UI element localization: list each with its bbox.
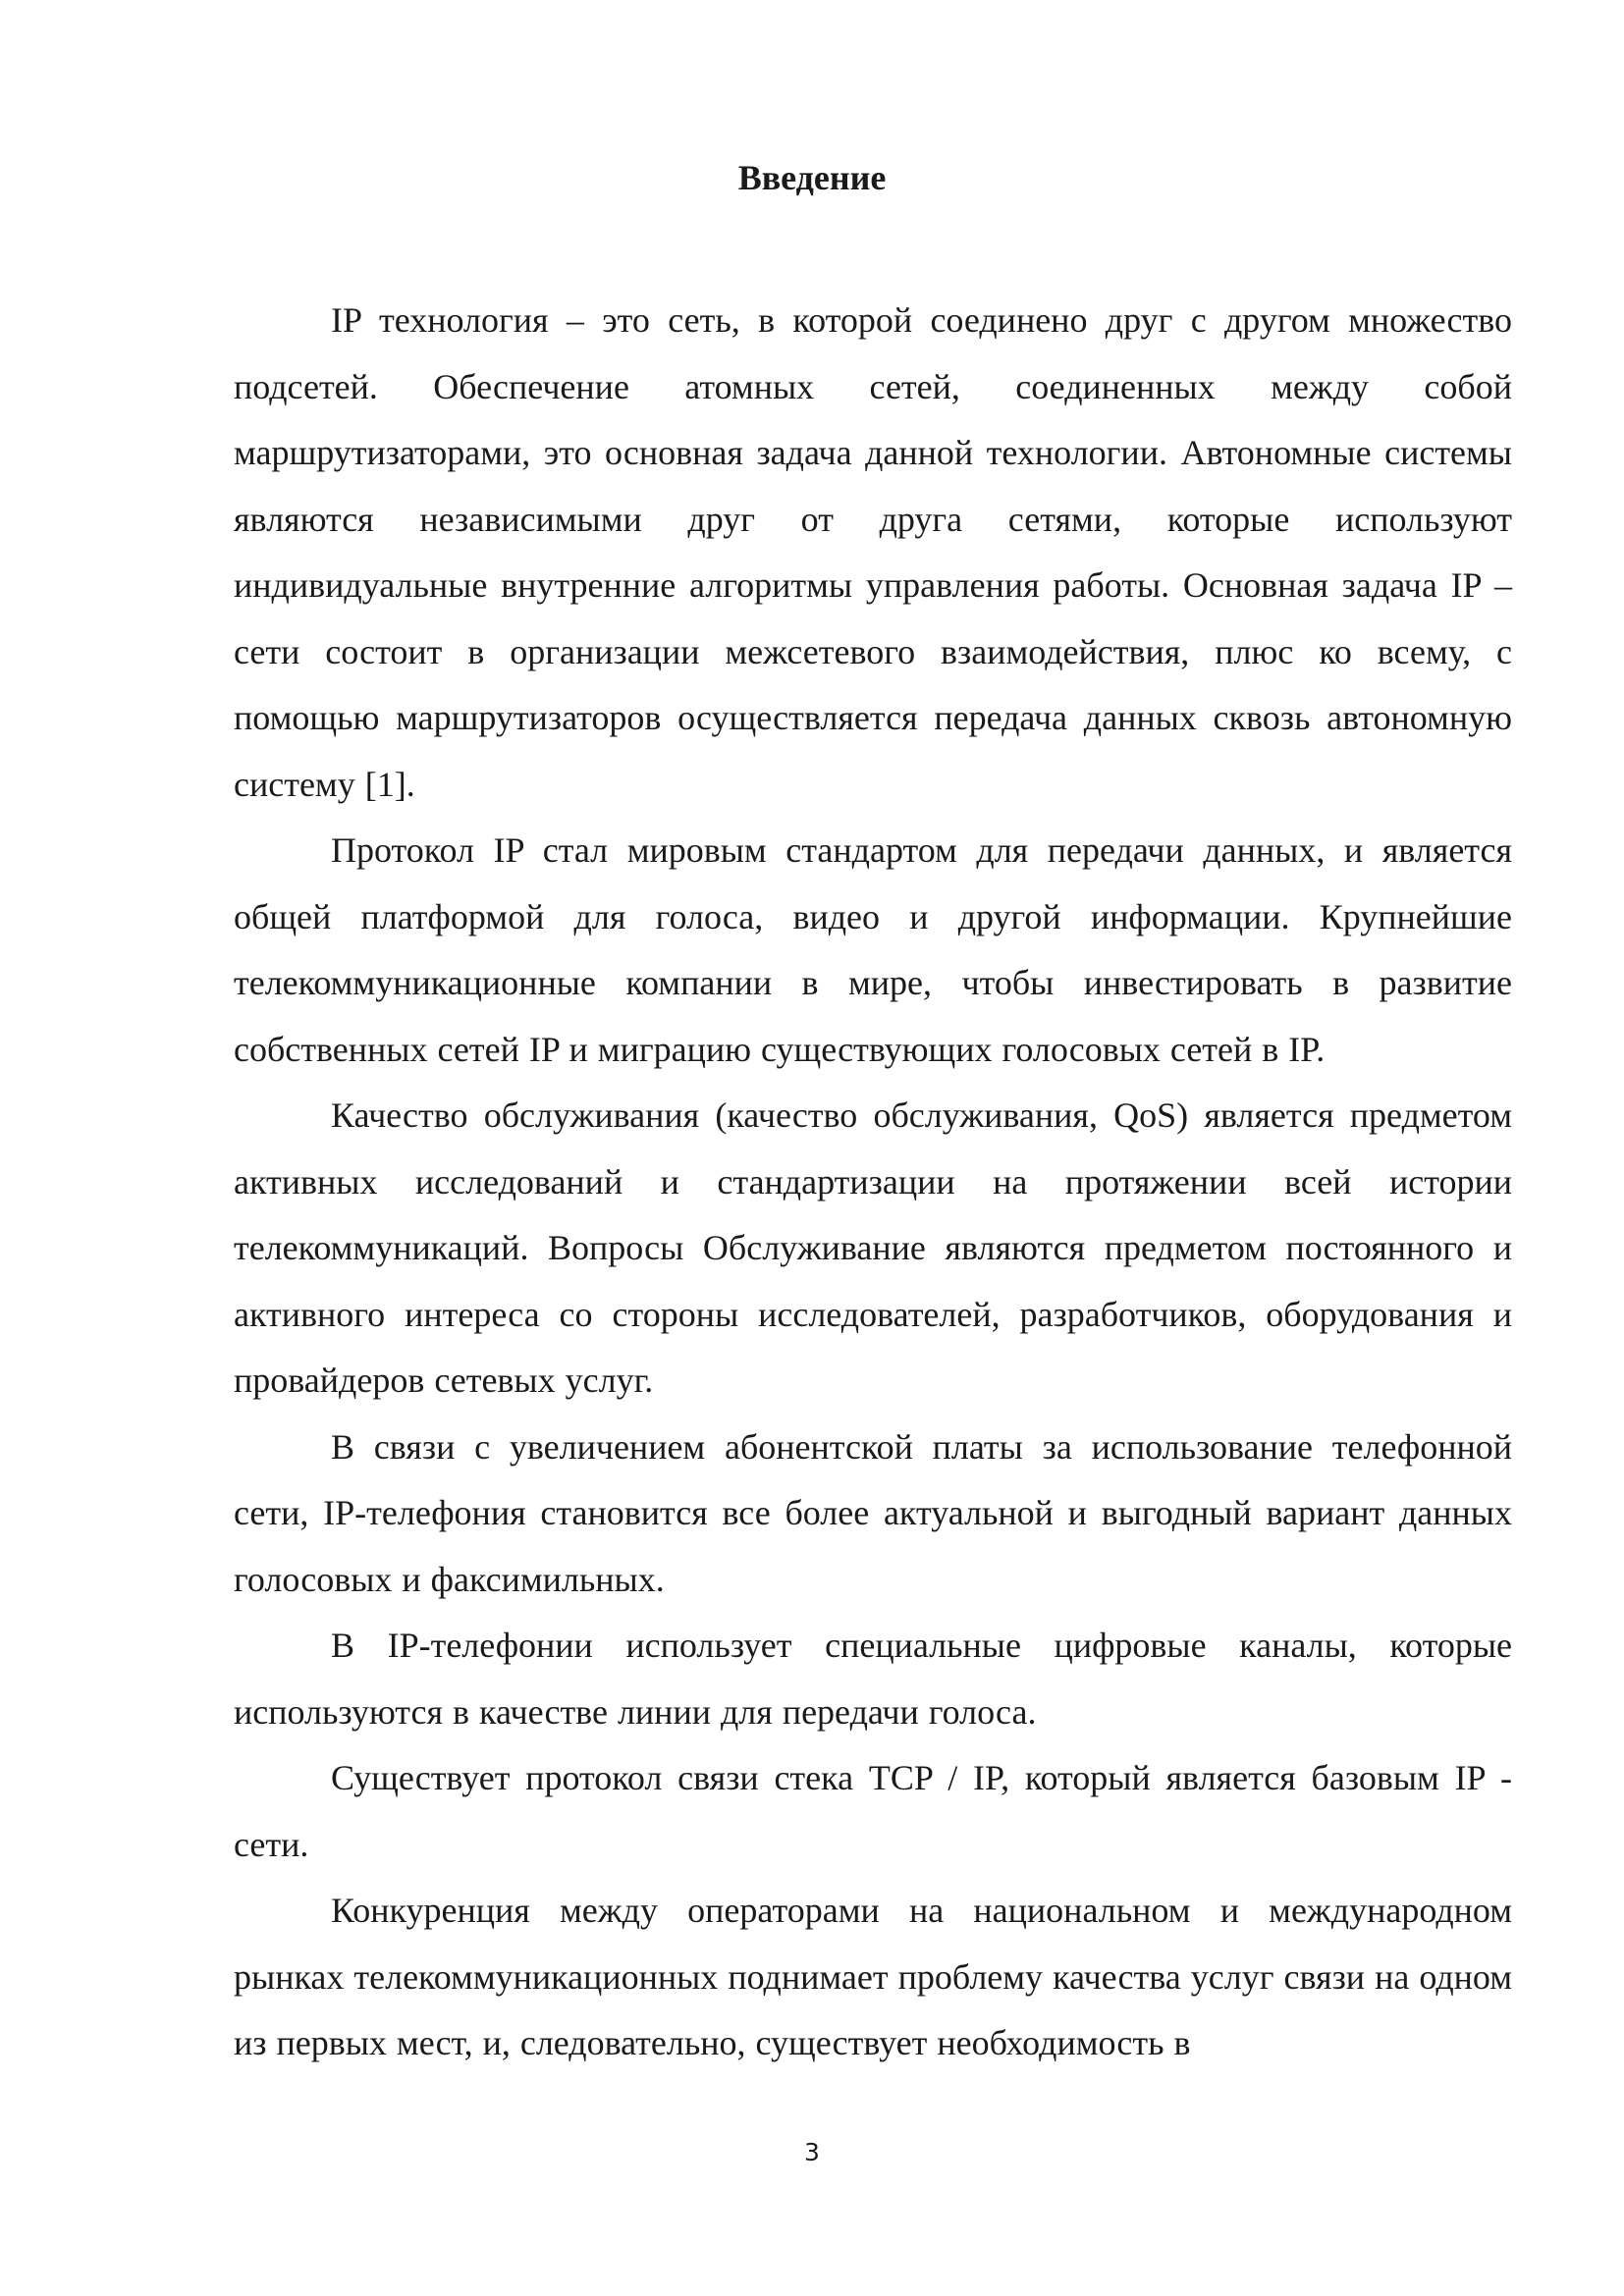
paragraph-5: В IP-телефонии использует специальные цифровые каналы, которые используются в качестве линии для передачи голоса.: [234, 1626, 1512, 1732]
paragraph-7: Конкуренция между операторами на национальном и международном рынках телекоммуникационных поднимает проблему качества услуг связи на одном из первых мест, и, следовательно, существует необходимость в: [234, 1891, 1512, 2062]
page-number: 3: [804, 2138, 820, 2166]
paragraph-3: Качество обслуживания (качество обслуживания, QoS) является предметом активных исследований и стандартизации на протяжении всей истории телекоммуникаций. Вопросы Обслуживание являются предметом постоянного и активного интереса со стороны исследователей, разработчиков, оборудования и провайдеров сетевых услуг.: [234, 1095, 1512, 1400]
paragraph-6: Существует протокол связи стека TCP / IP, который является базовым IP - сети.: [234, 1758, 1512, 1864]
paragraph-1: IP технология – это сеть, в которой соединено друг с другом множество подсетей. Обеспечение атомных сетей, соединенных между собой маршрутизаторами, это основная задача данной технологии. Автономные системы являются независимыми друг от друга сетями, которые используют индивидуальные внутренние алгоритмы управления работы. Основная задача IP – сети состоит в организации межсетевого взаимодействия, плюс ко всему, с помощью маршрутизаторов осуществляется передача данных сквозь автономную систему [1].: [234, 300, 1512, 804]
paragraph-4: В связи с увеличением абонентской платы за использование телефонной сети, IP-телефония становится все более актуальной и выгодный вариант данных голосовых и факсимильных.: [234, 1426, 1512, 1599]
paragraph-2: Протокол IP стал мировым стандартом для передачи данных, и является общей платформой для голоса, видео и другой информации. Крупнейшие телекоммуникационные компании в мире, чтобы инвестировать в развитие собственных сетей IP и миграцию существующих голосовых сетей в IP.: [234, 830, 1512, 1069]
section-title: Введение: [737, 158, 887, 197]
body-text: [234, 288, 1512, 2077]
